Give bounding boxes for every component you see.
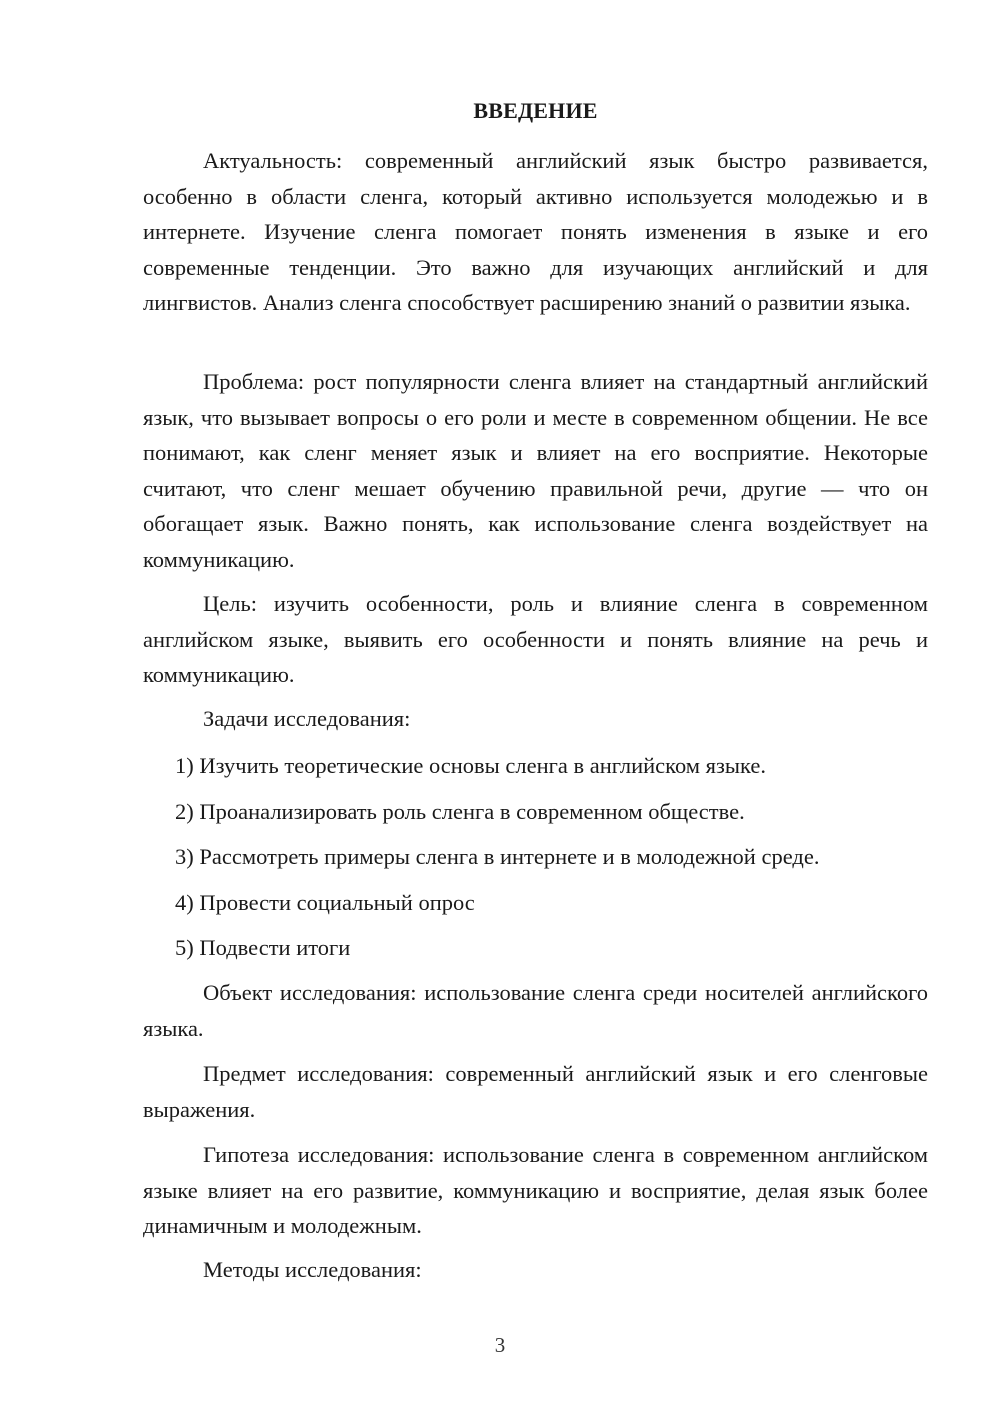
hypothesis-text: Гипотеза исследования: использование сленга в современном английском языке влияет на его развитие, коммуникацию и восприятие, делая язык более динамичным и молодежным. (143, 1142, 928, 1238)
list-item: 2) Проанализировать роль сленга в современном обществе. (175, 798, 745, 824)
relevance-text: Актуальность: современный английский язык быстро развивается, особенно в области сленга, который активно используется молодежью и в интернете. Изучение сленга помогает понять изменения в языке и его современные тенденции. Это важно для изучающих английский и для лингвистов. Анализ сленга способствует расширению знаний о развитии языка. (143, 148, 928, 315)
paragraph-object (143, 975, 928, 1046)
paragraph-subject (143, 1056, 928, 1127)
goal-text: Цель: изучить особенности, роль и влияние сленга в современном английском языке, выявить его особенности и понять влияние на речь и коммуникацию. (143, 591, 928, 687)
object-text: Объект исследования: использование сленга среди носителей английского языка. (143, 980, 928, 1041)
paragraph-hypothesis (143, 1137, 928, 1244)
page-number: 3 (494, 1333, 506, 1357)
page-title: ВВЕДЕНИЕ (473, 98, 598, 123)
paragraph-problem (143, 364, 928, 577)
paragraph-goal (143, 586, 928, 693)
tasks-heading: Задачи исследования: (203, 706, 411, 731)
list-item: 3) Рассмотреть примеры сленга в интернете и в молодежной среде. (175, 844, 820, 869)
list-item: 1) Изучить теоретические основы сленга в английском языке. (175, 753, 766, 778)
paragraph-relevance (143, 143, 928, 321)
methods-heading: Методы исследования: (203, 1257, 422, 1282)
list-item: 4) Провести социальный опрос (175, 889, 475, 915)
tasks-list (143, 748, 928, 966)
tasks-heading-block (143, 701, 928, 737)
subject-text: Предмет исследования: современный английский язык и его сленговые выражения. (143, 1061, 928, 1122)
methods-heading-block (143, 1252, 928, 1288)
problem-text: Проблема: рост популярности сленга влияет на стандартный английский язык, что вызывает вопросы о его роли и месте в современном общении. Не все понимают, как сленг меняет язык и влияет на его восприятие. Некоторые считают, что сленг мешает обучению правильной речи, другие — что он обогащает язык. Важно понять, как использование сленга воздействует на коммуникацию. (143, 369, 928, 572)
list-item: 5) Подвести итоги (175, 935, 351, 960)
